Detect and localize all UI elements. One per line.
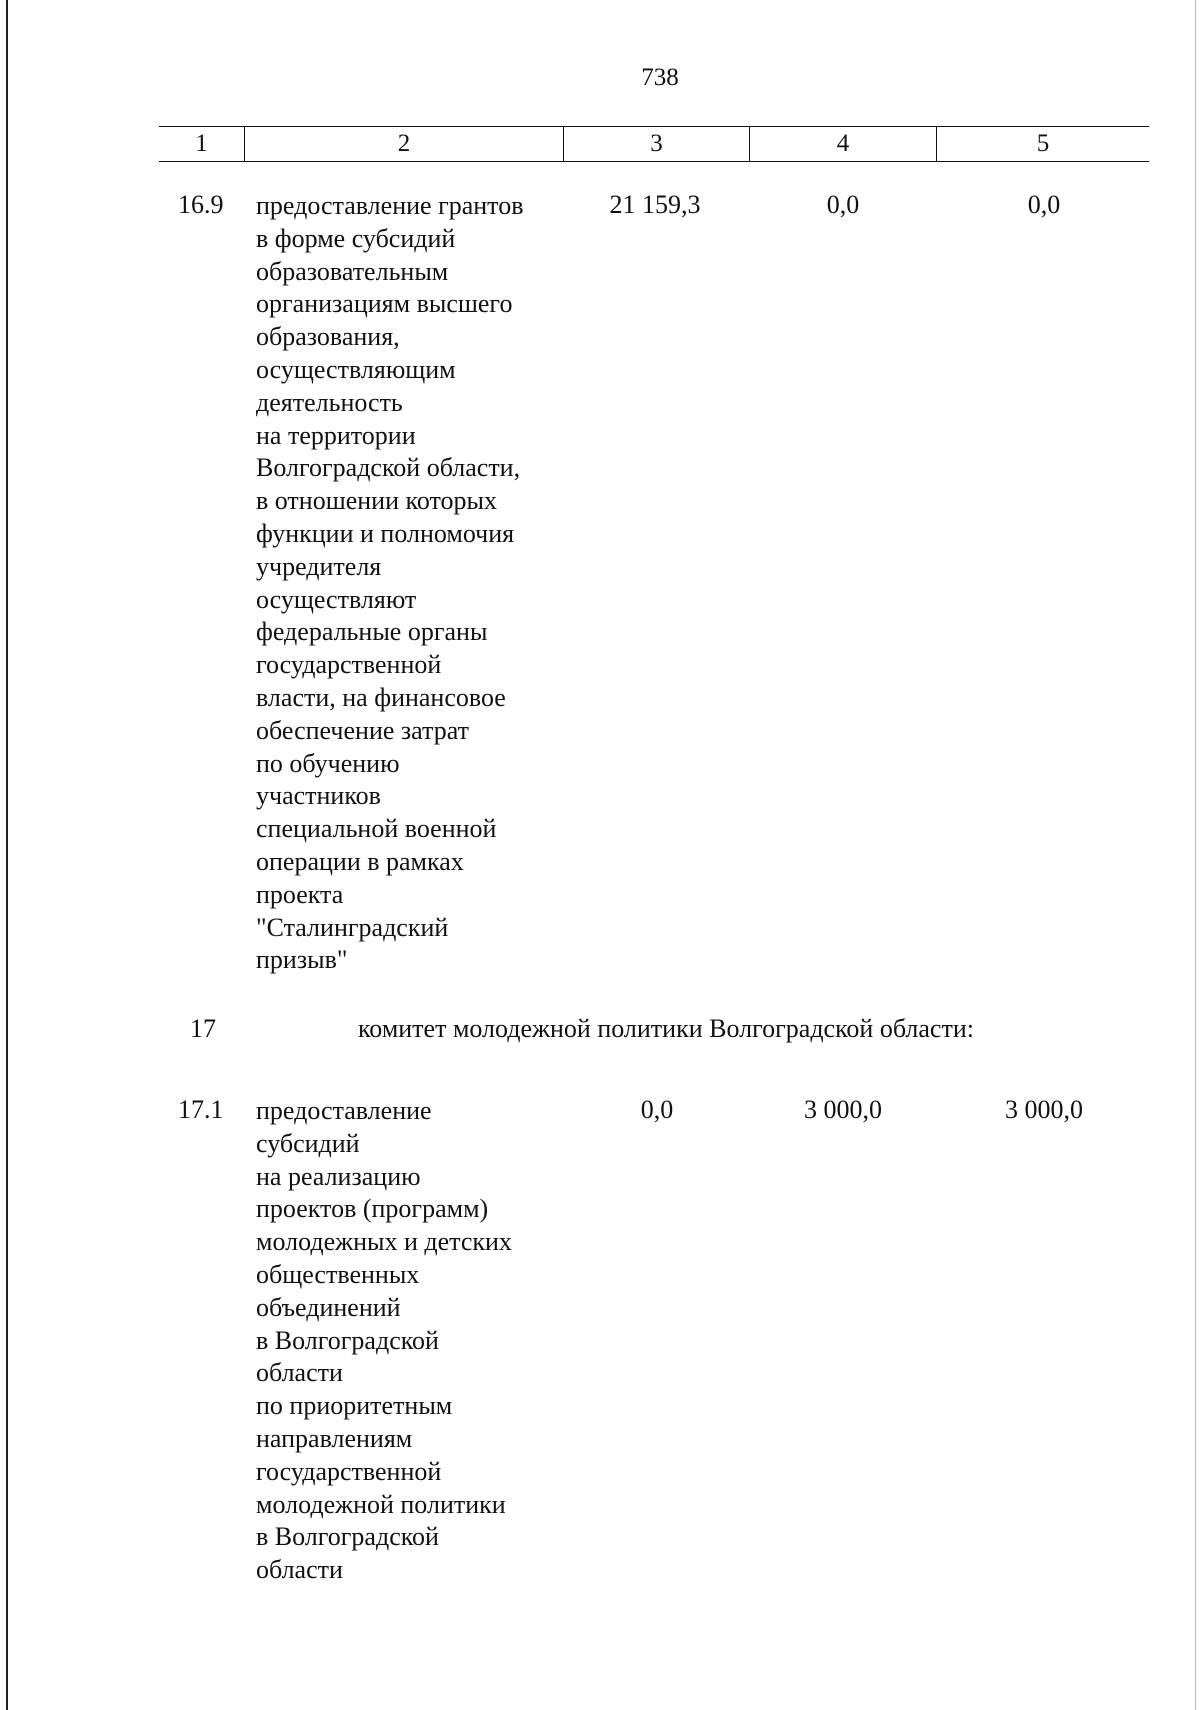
- header-col-4: 4: [749, 127, 936, 161]
- row-17-1-col-5: 3 000,0: [1005, 1095, 1083, 1124]
- header-col-2: 2: [244, 127, 563, 161]
- row-17-1-col-4: 3 000,0: [804, 1095, 882, 1124]
- row-17-1-col-3: 0,0: [640, 1095, 674, 1124]
- header-col-3: 3: [563, 127, 749, 161]
- section-title-17: комитет молодежной политики Волгоградской области:: [358, 1014, 974, 1043]
- section-number-17: 17: [190, 1014, 216, 1043]
- page-number: 738: [641, 64, 679, 91]
- header-col-5: 5: [936, 127, 1149, 161]
- row-16-9-col-5: 0,0: [1027, 190, 1061, 219]
- row-description-17-1: предоставление субсидий на реализацию проектов (программ) молодежных и детских общественных объединений в Волгоградской области по приоритетным направлениям государственной молодежной политики в Волгоградской области: [256, 1096, 512, 1585]
- row-16-9-col-4: 0,0: [826, 190, 860, 219]
- page-edge-right: [1195, 0, 1196, 1710]
- header-col-1: 1: [195, 130, 208, 157]
- row-number-16-9: 16.9: [178, 190, 224, 219]
- page-edge-left: [6, 0, 8, 1710]
- row-number-17-1: 17.1: [178, 1095, 224, 1124]
- table-header-row: [159, 126, 1149, 162]
- row-16-9-col-3: 21 159,3: [609, 190, 701, 219]
- row-description-16-9: предоставление грантов в форме субсидий образовательным организациям высшего образования, осуществляющим деятельность на территории Волгоградской области, в отношении которых функции и полномочия учредителя осуществляют федеральные органы государственной власти, на финансовое обеспечение затрат по обучению участников специальной военной операции в рамках проекта "Сталинградский призыв": [256, 191, 524, 975]
